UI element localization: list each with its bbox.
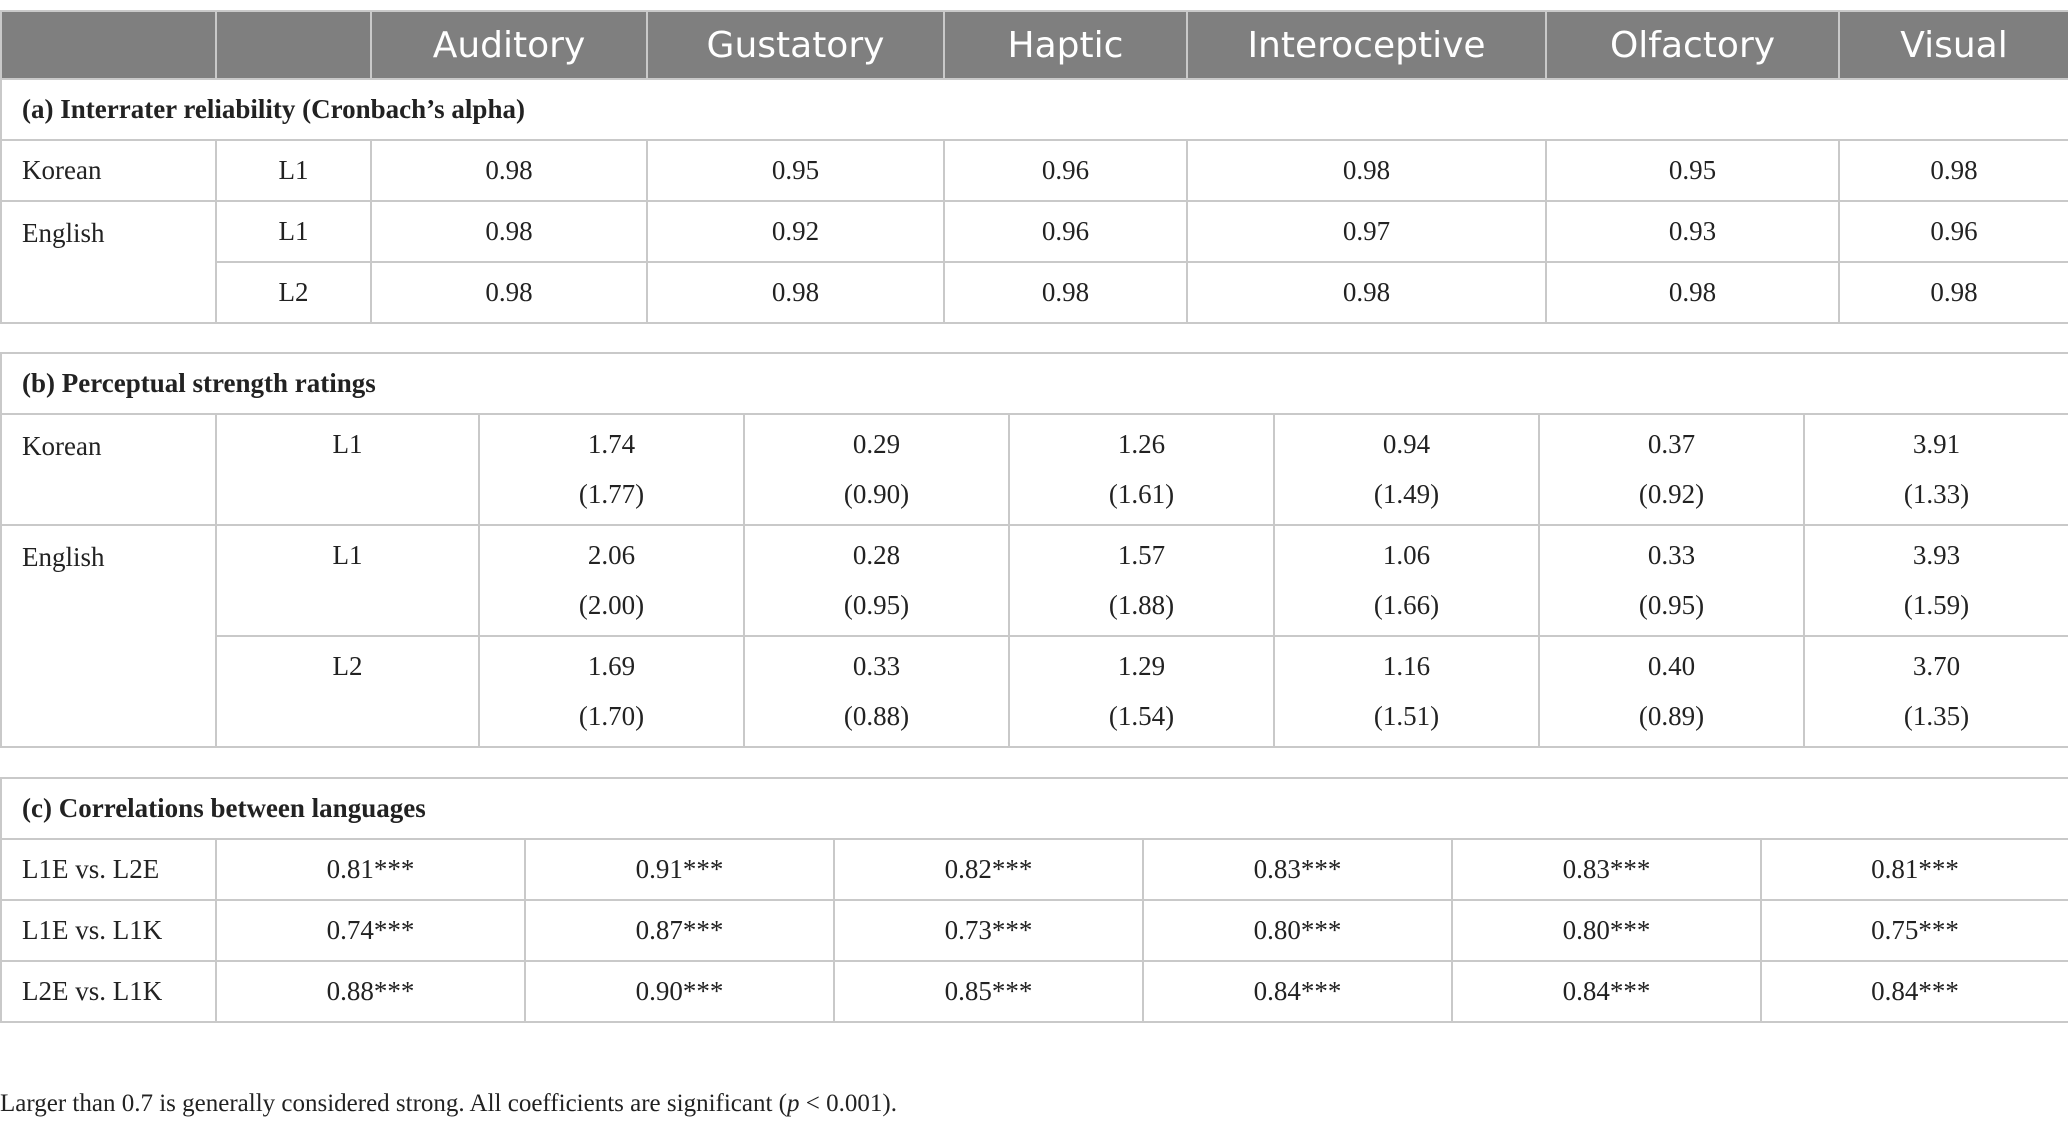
cell-value <box>1274 414 1539 525</box>
cell-mean: 3.91 <box>1912 429 1961 459</box>
cell-sd: (1.33) <box>1903 479 1970 509</box>
cell-value: 0.98 <box>371 262 647 323</box>
cell-value <box>1009 636 1274 747</box>
cell-mean: 1.06 <box>1382 540 1431 570</box>
cell-value: 0.98 <box>944 262 1187 323</box>
cell-value: 0.96 <box>944 201 1187 262</box>
row-level: L1 <box>216 140 371 201</box>
cell-sd: (1.51) <box>1373 701 1440 731</box>
cell-value: 0.83*** <box>1452 839 1761 900</box>
row-label: L1E vs. L2E <box>1 839 216 900</box>
cell-sd: (1.77) <box>578 479 645 509</box>
cell-value <box>1274 525 1539 636</box>
cell-value: 0.84*** <box>1452 961 1761 1022</box>
cell-value: 0.80*** <box>1143 900 1452 961</box>
cell-sd: (1.49) <box>1373 479 1440 509</box>
cell-value: 0.91*** <box>525 839 834 900</box>
cell-value <box>1009 525 1274 636</box>
cell-value: 0.83*** <box>1143 839 1452 900</box>
cell-mean: 0.33 <box>852 651 901 681</box>
cell-sd: (0.89) <box>1638 701 1705 731</box>
row-language: Korean <box>1 140 216 201</box>
cell-value: 0.98 <box>1839 140 2068 201</box>
cell-mean: 0.28 <box>852 540 901 570</box>
table-row <box>1 414 2068 525</box>
footnote-text-end: < 0.001). <box>799 1090 897 1117</box>
table-row <box>1 636 2068 747</box>
cell-value: 0.98 <box>647 262 944 323</box>
section-c-table <box>0 777 2068 1023</box>
cell-sd: (0.92) <box>1638 479 1705 509</box>
cell-sd: (2.00) <box>578 590 645 620</box>
cell-mean: 3.70 <box>1912 651 1961 681</box>
cell-value <box>1539 525 1804 636</box>
cell-sd: (0.95) <box>843 590 910 620</box>
cell-value <box>1539 414 1804 525</box>
cell-value <box>1274 636 1539 747</box>
cell-mean: 0.29 <box>852 429 901 459</box>
footnote-text: Larger than 0.7 is generally considered strong. All coefficients are significant ( <box>0 1090 788 1117</box>
cell-value: 0.96 <box>1839 201 2068 262</box>
table-row <box>1 140 2068 201</box>
cell-value <box>744 414 1009 525</box>
cell-value: 0.82*** <box>834 839 1143 900</box>
cell-sd: (1.54) <box>1108 701 1175 731</box>
cell-value: 0.98 <box>1187 262 1546 323</box>
cell-sd: (1.88) <box>1108 590 1175 620</box>
cell-value: 0.93 <box>1546 201 1839 262</box>
cell-mean: 0.94 <box>1382 429 1431 459</box>
cell-sd: (1.35) <box>1903 701 1970 731</box>
row-label: L2E vs. L1K <box>1 961 216 1022</box>
cell-value: 0.98 <box>1839 262 2068 323</box>
header-auditory: Auditory <box>371 11 647 79</box>
table-row <box>1 900 2068 961</box>
cell-sd: (1.61) <box>1108 479 1175 509</box>
table-footnote <box>0 1090 897 1118</box>
cell-mean: 1.69 <box>587 651 636 681</box>
cell-mean: 1.29 <box>1117 651 1166 681</box>
header-blank-1 <box>1 11 216 79</box>
row-language: English <box>1 201 216 323</box>
cell-mean: 1.57 <box>1117 540 1166 570</box>
cell-value: 0.75*** <box>1761 900 2068 961</box>
cell-value <box>744 636 1009 747</box>
cell-value: 0.87*** <box>525 900 834 961</box>
cell-value: 0.98 <box>1187 140 1546 201</box>
cell-mean: 1.74 <box>587 429 636 459</box>
row-language: English <box>1 525 216 747</box>
cell-value: 0.73*** <box>834 900 1143 961</box>
header-olfactory: Olfactory <box>1546 11 1839 79</box>
table-row <box>1 525 2068 636</box>
cell-value <box>1804 525 2068 636</box>
row-level: L2 <box>216 262 371 323</box>
cell-value <box>1009 414 1274 525</box>
table-row <box>1 201 2068 262</box>
header-visual: Visual <box>1839 11 2068 79</box>
cell-sd: (0.95) <box>1638 590 1705 620</box>
header-interoceptive: Interoceptive <box>1187 11 1546 79</box>
cell-sd: (1.66) <box>1373 590 1440 620</box>
row-level: L2 <box>216 636 479 747</box>
cell-value: 0.97 <box>1187 201 1546 262</box>
cell-value: 0.98 <box>1546 262 1839 323</box>
cell-mean: 0.40 <box>1647 651 1696 681</box>
section-b-table <box>0 352 2068 748</box>
cell-mean: 1.16 <box>1382 651 1431 681</box>
cell-mean: 3.93 <box>1912 540 1961 570</box>
row-level: L1 <box>216 201 371 262</box>
header-gustatory: Gustatory <box>647 11 944 79</box>
cell-value: 0.85*** <box>834 961 1143 1022</box>
row-level: L1 <box>216 525 479 636</box>
header-blank-2 <box>216 11 371 79</box>
cell-value: 0.95 <box>647 140 944 201</box>
cell-mean: 2.06 <box>587 540 636 570</box>
cell-value: 0.98 <box>371 201 647 262</box>
cell-mean: 1.26 <box>1117 429 1166 459</box>
table-row <box>1 839 2068 900</box>
cell-value <box>479 636 744 747</box>
table-row <box>1 262 2068 323</box>
cell-sd: (1.59) <box>1903 590 1970 620</box>
cell-sd: (0.88) <box>843 701 910 731</box>
footnote-p-symbol: p <box>787 1090 800 1117</box>
cell-value <box>1539 636 1804 747</box>
cell-value: 0.95 <box>1546 140 1839 201</box>
cell-mean: 0.37 <box>1647 429 1696 459</box>
cell-value: 0.98 <box>371 140 647 201</box>
row-language: Korean <box>1 414 216 525</box>
cell-value <box>744 525 1009 636</box>
section-c-title: (c) Correlations between languages <box>1 778 2068 839</box>
cell-value: 0.96 <box>944 140 1187 201</box>
cell-value <box>479 414 744 525</box>
cell-value: 0.84*** <box>1143 961 1452 1022</box>
cell-value: 0.81*** <box>1761 839 2068 900</box>
cell-value <box>1804 636 2068 747</box>
cell-value <box>479 525 744 636</box>
column-header-row <box>0 10 2068 80</box>
cell-value: 0.88*** <box>216 961 525 1022</box>
header-haptic: Haptic <box>944 11 1187 79</box>
section-a-title: (a) Interrater reliability (Cronbach’s alpha) <box>1 79 2068 140</box>
section-a-table <box>0 78 2068 324</box>
cell-value: 0.80*** <box>1452 900 1761 961</box>
cell-value: 0.81*** <box>216 839 525 900</box>
cell-value: 0.84*** <box>1761 961 2068 1022</box>
cell-value: 0.90*** <box>525 961 834 1022</box>
cell-value: 0.74*** <box>216 900 525 961</box>
cell-sd: (0.90) <box>843 479 910 509</box>
section-b-title: (b) Perceptual strength ratings <box>1 353 2068 414</box>
cell-value: 0.92 <box>647 201 944 262</box>
row-level: L1 <box>216 414 479 525</box>
cell-mean: 0.33 <box>1647 540 1696 570</box>
row-label: L1E vs. L1K <box>1 900 216 961</box>
cell-sd: (1.70) <box>578 701 645 731</box>
table-row <box>1 961 2068 1022</box>
cell-value <box>1804 414 2068 525</box>
